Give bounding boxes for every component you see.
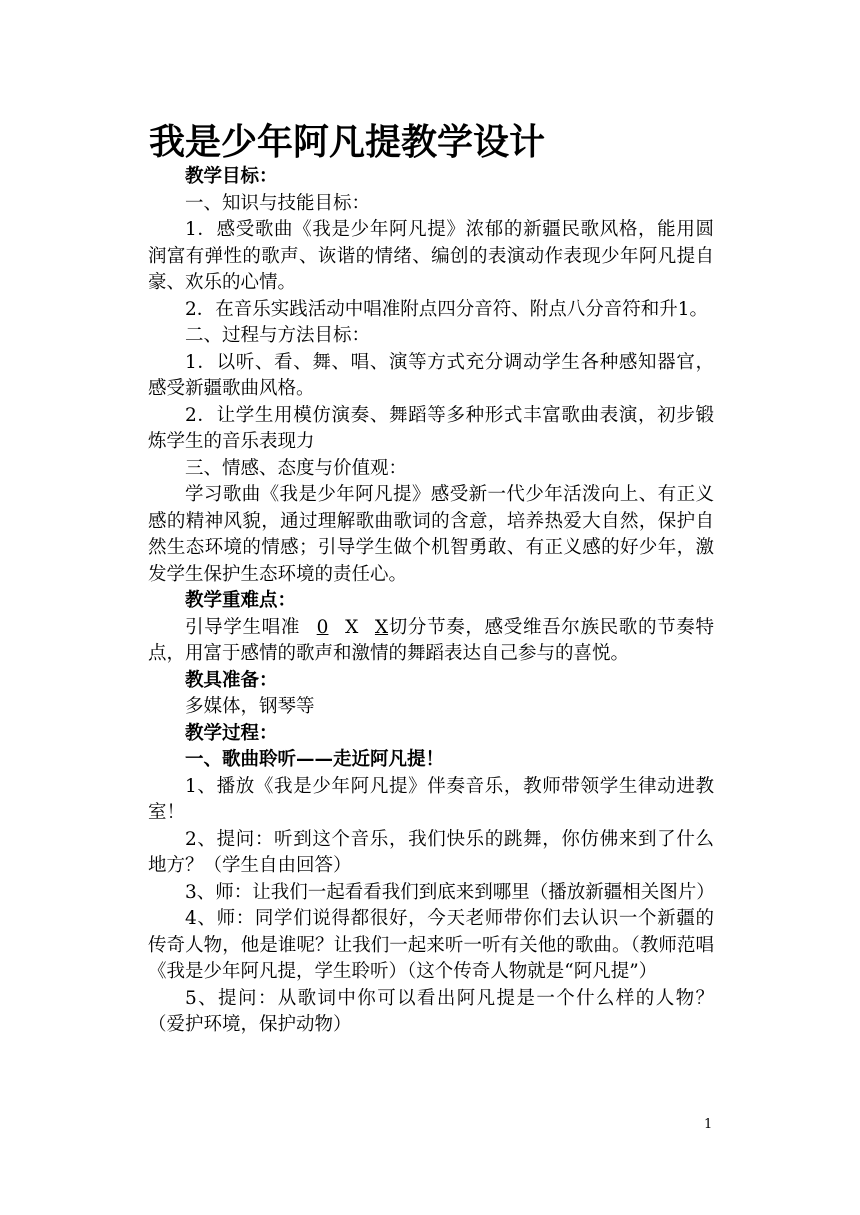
document-body [148, 164, 714, 1039]
key-prefix: 引导学生唱准 [185, 616, 301, 638]
step1-heading: 一、歌曲聆听——走近阿凡提！ [185, 749, 445, 770]
process-item-1: 1．以听、看、舞、唱、演等方式充分调动学生各种感知器官，感受新疆歌曲风格。 [148, 351, 714, 399]
objectives-heading: 教学目标： [185, 166, 278, 187]
step1-item-1: 1、播放《我是少年阿凡提》伴奏音乐，教师带领学生律动进教室！ [148, 775, 714, 823]
tools-heading: 教具准备： [185, 669, 278, 691]
step1-item-4: 4、师：同学们说得都很好，今天老师带你们去认识一个新疆的传奇人物，他是谁呢？让我们一起来听一听有关他的歌曲。（教师范唱《我是少年阿凡提，学生聆听）（这个传奇人物就是“阿凡提”） [148, 908, 714, 982]
emotion-heading: 三、情感、态度与价值观： [185, 457, 408, 479]
procedure-heading: 教学过程： [185, 722, 278, 744]
document-title: 我是少年阿凡提教学设计 [149, 122, 546, 163]
knowledge-heading: 一、知识与技能目标： [185, 192, 371, 214]
rhythm-note-x-underlined: X [374, 616, 389, 638]
process-item-2: 2．让学生用模仿演奏、舞蹈等多种形式丰富歌曲表演，初步锻炼学生的音乐表现力 [148, 404, 714, 452]
rhythm-note-x: X [345, 616, 359, 638]
step1-item-5: 5、提问：从歌词中你可以看出阿凡提是一个什么样的人物？（爱护环境，保护动物） [148, 987, 714, 1035]
emotion-item-1: 学习歌曲《我是少年阿凡提》感受新一代少年活泼向上、有正义感的精神风貌，通过理解歌曲歌词的含意，培养热爱大自然，保护自然生态环境的情感；引导学生做个机智勇敢、有正义感的好少年，激发学生保护生态环境的责任心。 [148, 484, 714, 585]
process-heading: 二、过程与方法目标： [185, 325, 371, 346]
key-suffix: 切分节奏，感受维吾尔族民歌的节奏特点，用富于感情的歌声和激情的舞蹈表达自己参与的喜悦。 [148, 616, 714, 664]
tools-text: 多媒体，钢琴等 [185, 696, 315, 717]
knowledge-item-1: 1．感受歌曲《我是少年阿凡提》浓郁的新疆民歌风格，能用圆润富有弹性的歌声、诙谐的情绪、编创的表演动作表现少年阿凡提自豪、欢乐的心情。 [148, 219, 714, 293]
page-number: 1 [704, 1117, 713, 1132]
rhythm-note-0: 0 [316, 616, 329, 638]
key-points-text [148, 615, 714, 668]
knowledge-item-2: 2．在音乐实践活动中唱准附点四分音符、附点八分音符和升1。 [185, 298, 709, 320]
step1-item-2: 2、提问：听到这个音乐，我们快乐的跳舞，你仿佛来到了什么地方？（学生自由回答） [148, 828, 714, 876]
key-points-heading: 教学重难点： [185, 590, 297, 611]
step1-item-3: 3、师：让我们一起看看我们到底来到哪里（播放新疆相关图片） [185, 881, 715, 903]
